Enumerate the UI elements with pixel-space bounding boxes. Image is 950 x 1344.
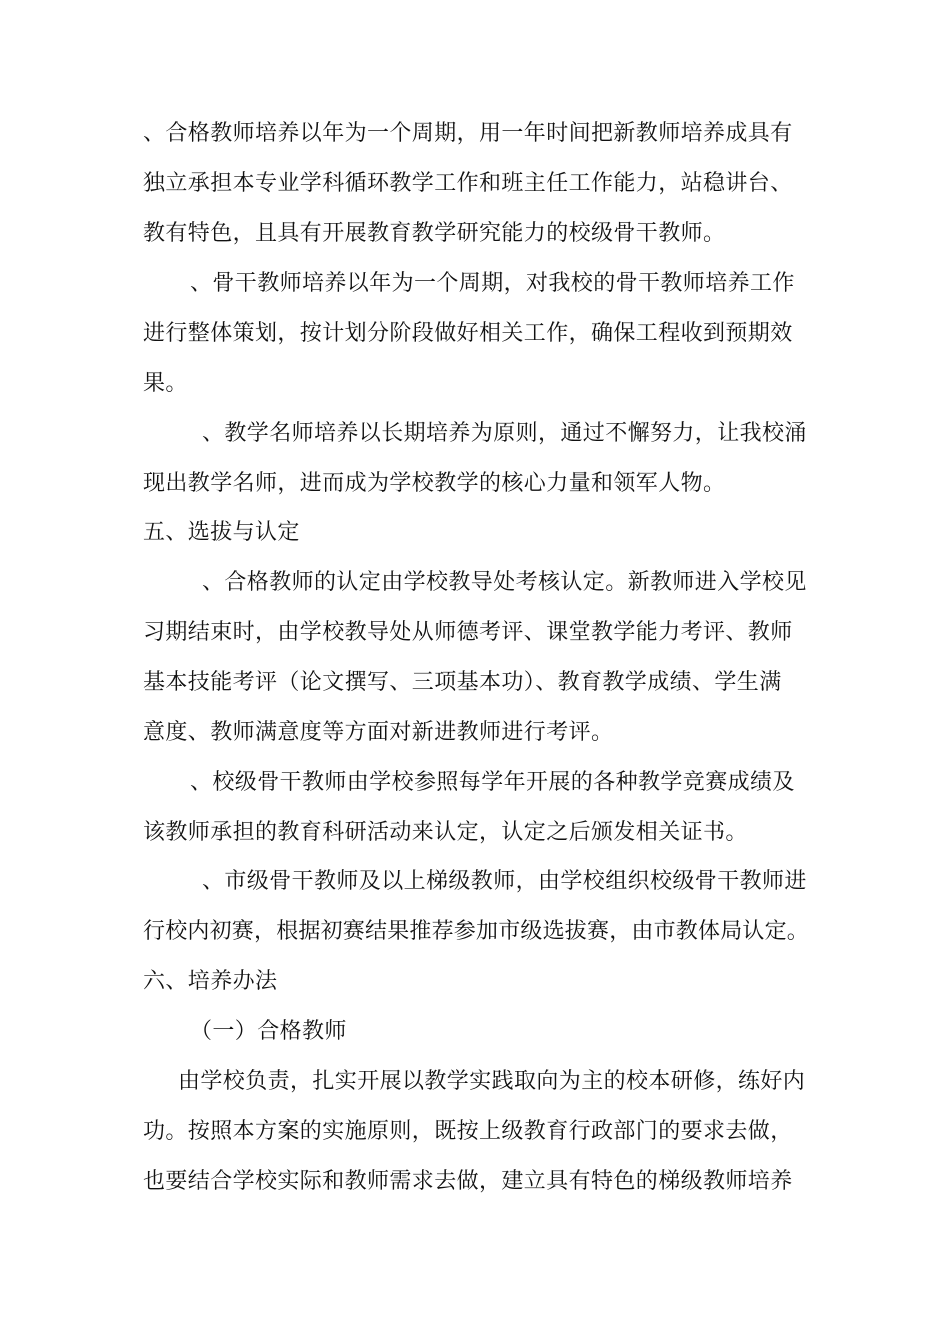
text-line: 果。 (143, 371, 188, 396)
paragraph-start: 由学校负责，扎实开展以教学实践取向为主的校本研修，练好内 (178, 1069, 806, 1094)
paragraph-start: 、教学名师培养以长期培养为原则，通过不懈努力，让我校涌 (202, 421, 807, 446)
paragraph-start: 、骨干教师培养以年为一个周期，对我校的骨干教师培养工作 (190, 271, 795, 296)
text-line: 基本技能考评（论文撰写、三项基本功）、教育教学成绩、学生满 (143, 670, 782, 695)
text-line: 也要结合学校实际和教师需求去做，建立具有特色的梯级教师培养 (143, 1169, 793, 1194)
text-line: 习期结束时，由学校教导处从师德考评、课堂教学能力考评、教师 (143, 620, 793, 645)
text-line: 该教师承担的教育科研活动来认定，认定之后颁发相关证书。 (143, 820, 748, 845)
text-line: 独立承担本专业学科循环教学工作和班主任工作能力，站稳讲台、 (143, 171, 793, 196)
subsection-heading: （一）合格教师 (190, 1019, 347, 1044)
text-line: 教有特色，且具有开展教育教学研究能力的校级骨干教师。 (143, 221, 726, 246)
text-line: 行校内初赛，根据初赛结果推荐参加市级选拔赛，由市教体局认定。 (143, 919, 810, 944)
text-line: 功。按照本方案的实施原则，既按上级教育行政部门的要求去做， (143, 1119, 793, 1144)
paragraph-start: 、市级骨干教师及以上梯级教师，由学校组织校级骨干教师进 (202, 869, 807, 894)
text-line: 、合格教师培养以年为一个周期，用一年时间把新教师培养成具有 (143, 121, 793, 146)
text-line: 进行整体策划，按计划分阶段做好相关工作，确保工程收到预期效 (143, 321, 793, 346)
section-heading: 五、选拔与认定 (143, 520, 300, 545)
section-heading: 六、培养办法 (143, 969, 278, 994)
paragraph-start: 、合格教师的认定由学校教导处考核认定。新教师进入学校见 (202, 570, 807, 595)
text-line: 意度、教师满意度等方面对新进教师进行考评。 (143, 720, 614, 745)
paragraph-start: 、校级骨干教师由学校参照每学年开展的各种教学竞赛成绩及 (190, 770, 795, 795)
text-line: 现出教学名师，进而成为学校教学的核心力量和领军人物。 (143, 471, 726, 496)
